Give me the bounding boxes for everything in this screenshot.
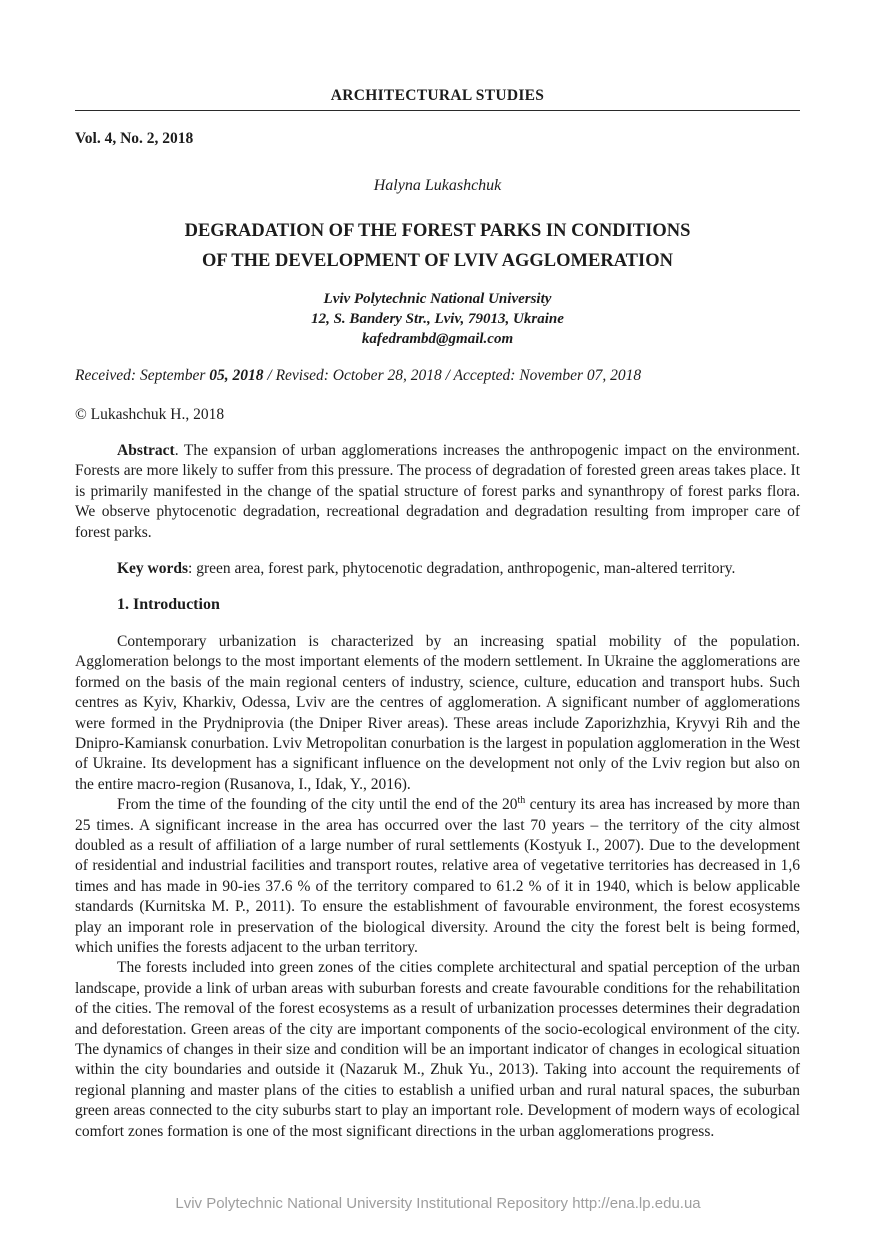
keywords-paragraph [75, 559, 800, 579]
received-date-prefix: Received: September [75, 367, 210, 385]
journal-header: ARCHITECTURAL STUDIES [75, 86, 800, 111]
dates-line [75, 366, 800, 386]
intro-paragraph-2-part1: From the time of the founding of the city until the end of the 20 [117, 796, 518, 814]
abstract-text: . The expansion of urban agglomerations increases the anthropogenic impact on the environment. Forests are more likely to suffer from this pressure. The process of degradation of forested green areas takes place. It is primarily manifested in the change of the spatial structure of forest parks and synanthropy of forest parks flora. We observe phytocenotic degradation, recreational degradation and degradation resulting from improper care of forest parks. [75, 442, 800, 541]
intro-paragraph-3: The forests included into green zones of the cities complete architectural and spatial perception of the urban landscape, provide a link of urban areas with suburban forests and create favourable conditions for the rehabilitation of the cities. The removal of the forest ecosystems as a result of urbanization processes determines their degradation and deforestation. Green areas of the city are important components of the socio-ecological environment of the city. The dynamics of changes in their size and condition will be an important indicator of changes in ecological situation within the city boundaries and outside it (Nazaruk M., Zhuk Yu., 2013). Taking into account the requirements of regional planning and master plans of the cities to establish a unified urban and rural natural spaces, the suburban green areas connected to the city suburbs start to play an important role. Development of modern ways of ecological comfort zones formation is one of the most significant directions in the urban agglomerations progress. [75, 959, 800, 1140]
section-heading-introduction: 1. Introduction [117, 596, 220, 614]
author-name: Halyna Lukashchuk [373, 176, 502, 194]
abstract-label: Abstract [117, 442, 175, 460]
paper-title [75, 216, 800, 276]
intro-paragraph-2-part2: century its area has increased by more than 25 times. A significant increase in the area has occurred over the last 70 years – the territory of the city almost doubled as a result of affiliation of a large number of rural settlements (Kostyuk I., 2007). Due to the development of residential and industrial facilities and transport routes, relative area of vegetative territories has decreased in 1,6 times and has made in 90-ies 37.6 % of the territory compared to 61.2 % of it in 1940, which is below applicable standards (Kurnitska M. P., 2011). To ensure the establishment of favourable environment, the forest ecosystems play an imporant role in preservation of the biological diversity. Around the city the forest belt is being formed, which unifies the forests adjacent to the urban territory. [75, 796, 801, 956]
affiliation-email: kafedrambd@gmail.com [361, 331, 514, 348]
repository-watermark: Lviv Polytechnic National University Institutional Repository http://ena.lp.edu.ua [175, 1194, 701, 1212]
intro-paragraph-2 [75, 795, 800, 958]
affiliation-university: Lviv Polytechnic National University [323, 291, 552, 308]
copyright-line: © Lukashchuk H., 2018 [75, 405, 225, 423]
volume-issue-line: Vol. 4, No. 2, 2018 [75, 130, 194, 148]
paper-title-line1: DEGRADATION OF THE FOREST PARKS IN CONDITIONS [184, 221, 691, 242]
revised-accepted-dates: / Revised: October 28, 2018 / Accepted: November 07, 2018 [263, 367, 642, 385]
superscript-th: th [517, 794, 526, 806]
received-date-bold: 05, 2018 [209, 367, 264, 385]
keywords-label: Key words [117, 560, 189, 578]
affiliation-block [75, 289, 800, 349]
abstract-paragraph [75, 441, 800, 543]
intro-paragraph-1: Contemporary urbanization is characterized by an increasing spatial mobility of the population. Agglomeration belongs to the most important elements of the modern settlement. In Ukraine the agglomerations are formed on the basis of the main regional centers of industry, science, culture, education and transport hubs. Such centres as Kyiv, Kharkiv, Odessa, Lviv are the centres of agglomeration. A significant number of agglomerations were formed in the Prydniprovia (the Dniper River areas). These areas include Zaporizhzhia, Kryvyi Rih and the Dnipro-Kamiansk conurbation. Lviv Metropolitan conurbation is the largest in population agglomeration in the West of Ukraine. Its development has a significant influence on the development not only of the Lviv region but also on the entire macro-region (Rusanova, I., Idak, Y., 2016). [75, 632, 800, 793]
affiliation-address: 12, S. Bandery Str., Lviv, 79013, Ukraine [311, 311, 564, 328]
keywords-text: : green area, forest park, phytocenotic degradation, anthropogenic, man-altered territory. [188, 560, 736, 578]
paper-title-line2: OF THE DEVELOPMENT OF LVIV AGGLOMERATION [202, 251, 673, 272]
